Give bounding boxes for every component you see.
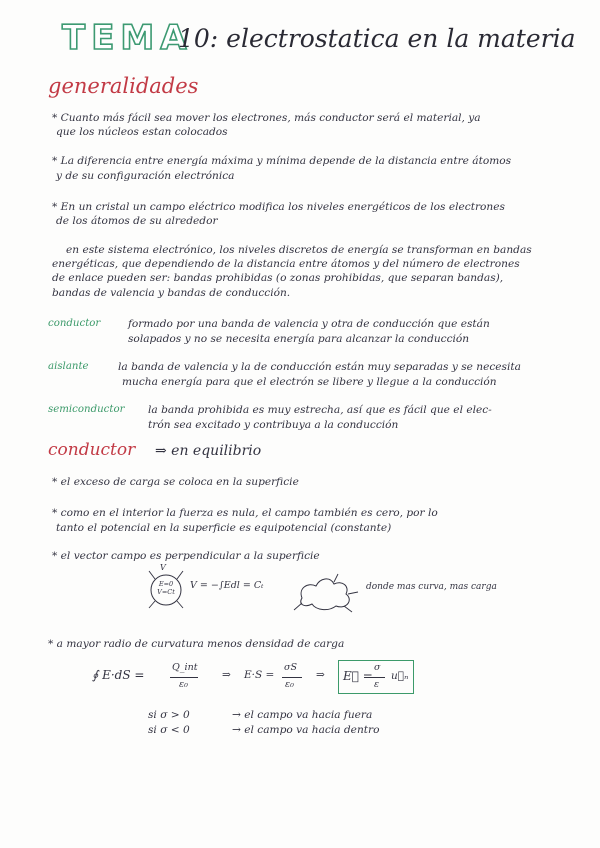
heading-generalidades: generalidades	[48, 74, 199, 98]
gauss-step2: E·S =	[244, 669, 275, 681]
gauss-denominator: ε₀	[179, 679, 188, 690]
gen-line: y de su configuración electrónica	[56, 170, 235, 182]
field-v-label: V	[160, 563, 166, 572]
gauss-integral: ∮ E·dS =	[92, 668, 145, 682]
curvature-caption: donde mas curva, mas carga	[366, 582, 497, 592]
label-aislante: aislante	[48, 361, 89, 372]
cond-line: tanto el potencial en la superficie es equipotencial (constante)	[56, 522, 392, 534]
title-tema: TEMA	[62, 18, 193, 58]
gen-line: de los átomos de su alrededor	[56, 215, 218, 227]
sign-condition: si σ < 0	[148, 724, 190, 736]
aislante-line: mucha energía para que el electrón se libere y llegue a la conducción	[122, 376, 497, 388]
cond-line: * el exceso de carga se coloca en la superficie	[52, 476, 299, 488]
gauss-step2-numerator: σS	[284, 662, 297, 673]
cond-line: * como en el interior la fuerza es nula, el campo también es cero, por lo	[52, 507, 438, 519]
label-conductor: conductor	[48, 318, 101, 329]
cond-line: * el vector campo es perpendicular a la superficie	[52, 550, 320, 562]
irregular-conductor-diagram	[292, 570, 364, 614]
sign-condition: si σ > 0	[148, 709, 190, 721]
result-fraction-bar	[371, 677, 385, 678]
sign-result: → el campo va hacia fuera	[232, 709, 373, 721]
gen-line: de enlace pueden ser: bandas prohibidas (o zonas prohibidas, que separan bandas),	[52, 272, 504, 284]
gauss-fraction-bar	[170, 677, 198, 678]
potential-formula: V = −∫Edl = Cₜ	[190, 580, 264, 591]
gauss-numerator: Q_int	[172, 662, 198, 673]
gauss-step2-denominator: ε₀	[285, 679, 294, 690]
gen-line: energéticas, que dependiendo de la distancia entre átomos y del número de electrones	[52, 258, 520, 270]
gauss-arrow-2: ⇒	[316, 669, 325, 681]
gen-line: bandas de valencia y bandas de conducción.	[52, 287, 291, 299]
semiconductor-line: la banda prohibida es muy estrecha, así que es fácil que el elec-	[148, 404, 492, 416]
gen-line: * Cuanto más fácil sea mover los electrones, más conductor será el material, ya	[52, 112, 481, 124]
conductor-line: solapados y no se necesita energía para alcanzar la conducción	[128, 333, 470, 345]
gen-line: * La diferencia entre energía máxima y mínima depende de la distancia entre átomos	[52, 155, 512, 167]
heading-equilibrio: ⇒ en equilibrio	[155, 443, 262, 459]
result-unit-vector: u⃗ₙ	[391, 670, 409, 682]
gauss-arrow-1: ⇒	[222, 669, 231, 681]
curvature-line: * a mayor radio de curvatura menos densidad de carga	[48, 638, 345, 650]
semiconductor-line: trón sea excitado y contribuya a la conducción	[148, 419, 399, 431]
gen-line: * En un cristal un campo eléctrico modifica los niveles energéticos de los electrones	[52, 201, 505, 213]
title-text: 10: electrostatica en la materia	[178, 24, 576, 53]
result-denominator: ε	[374, 679, 380, 690]
gauss-step2-bar	[282, 677, 302, 678]
aislante-line: la banda de valencia y la de conducción están muy separadas y se necesita	[118, 361, 521, 373]
sphere-inner-label: E=0 V=Ct	[157, 580, 175, 596]
result-numerator: σ	[374, 662, 381, 673]
label-semiconductor: semiconductor	[48, 404, 125, 415]
gen-line: que los núcleos estan colocados	[56, 126, 228, 138]
sign-result: → el campo va hacia dentro	[232, 724, 380, 736]
gen-line: en este sistema electrónico, los niveles discretos de energía se transforman en bandas	[66, 244, 532, 256]
heading-conductor: conductor	[48, 440, 136, 460]
conductor-line: formado por una banda de valencia y otra de conducción que están	[128, 318, 490, 330]
result-lhs: E⃗ =	[343, 669, 373, 683]
